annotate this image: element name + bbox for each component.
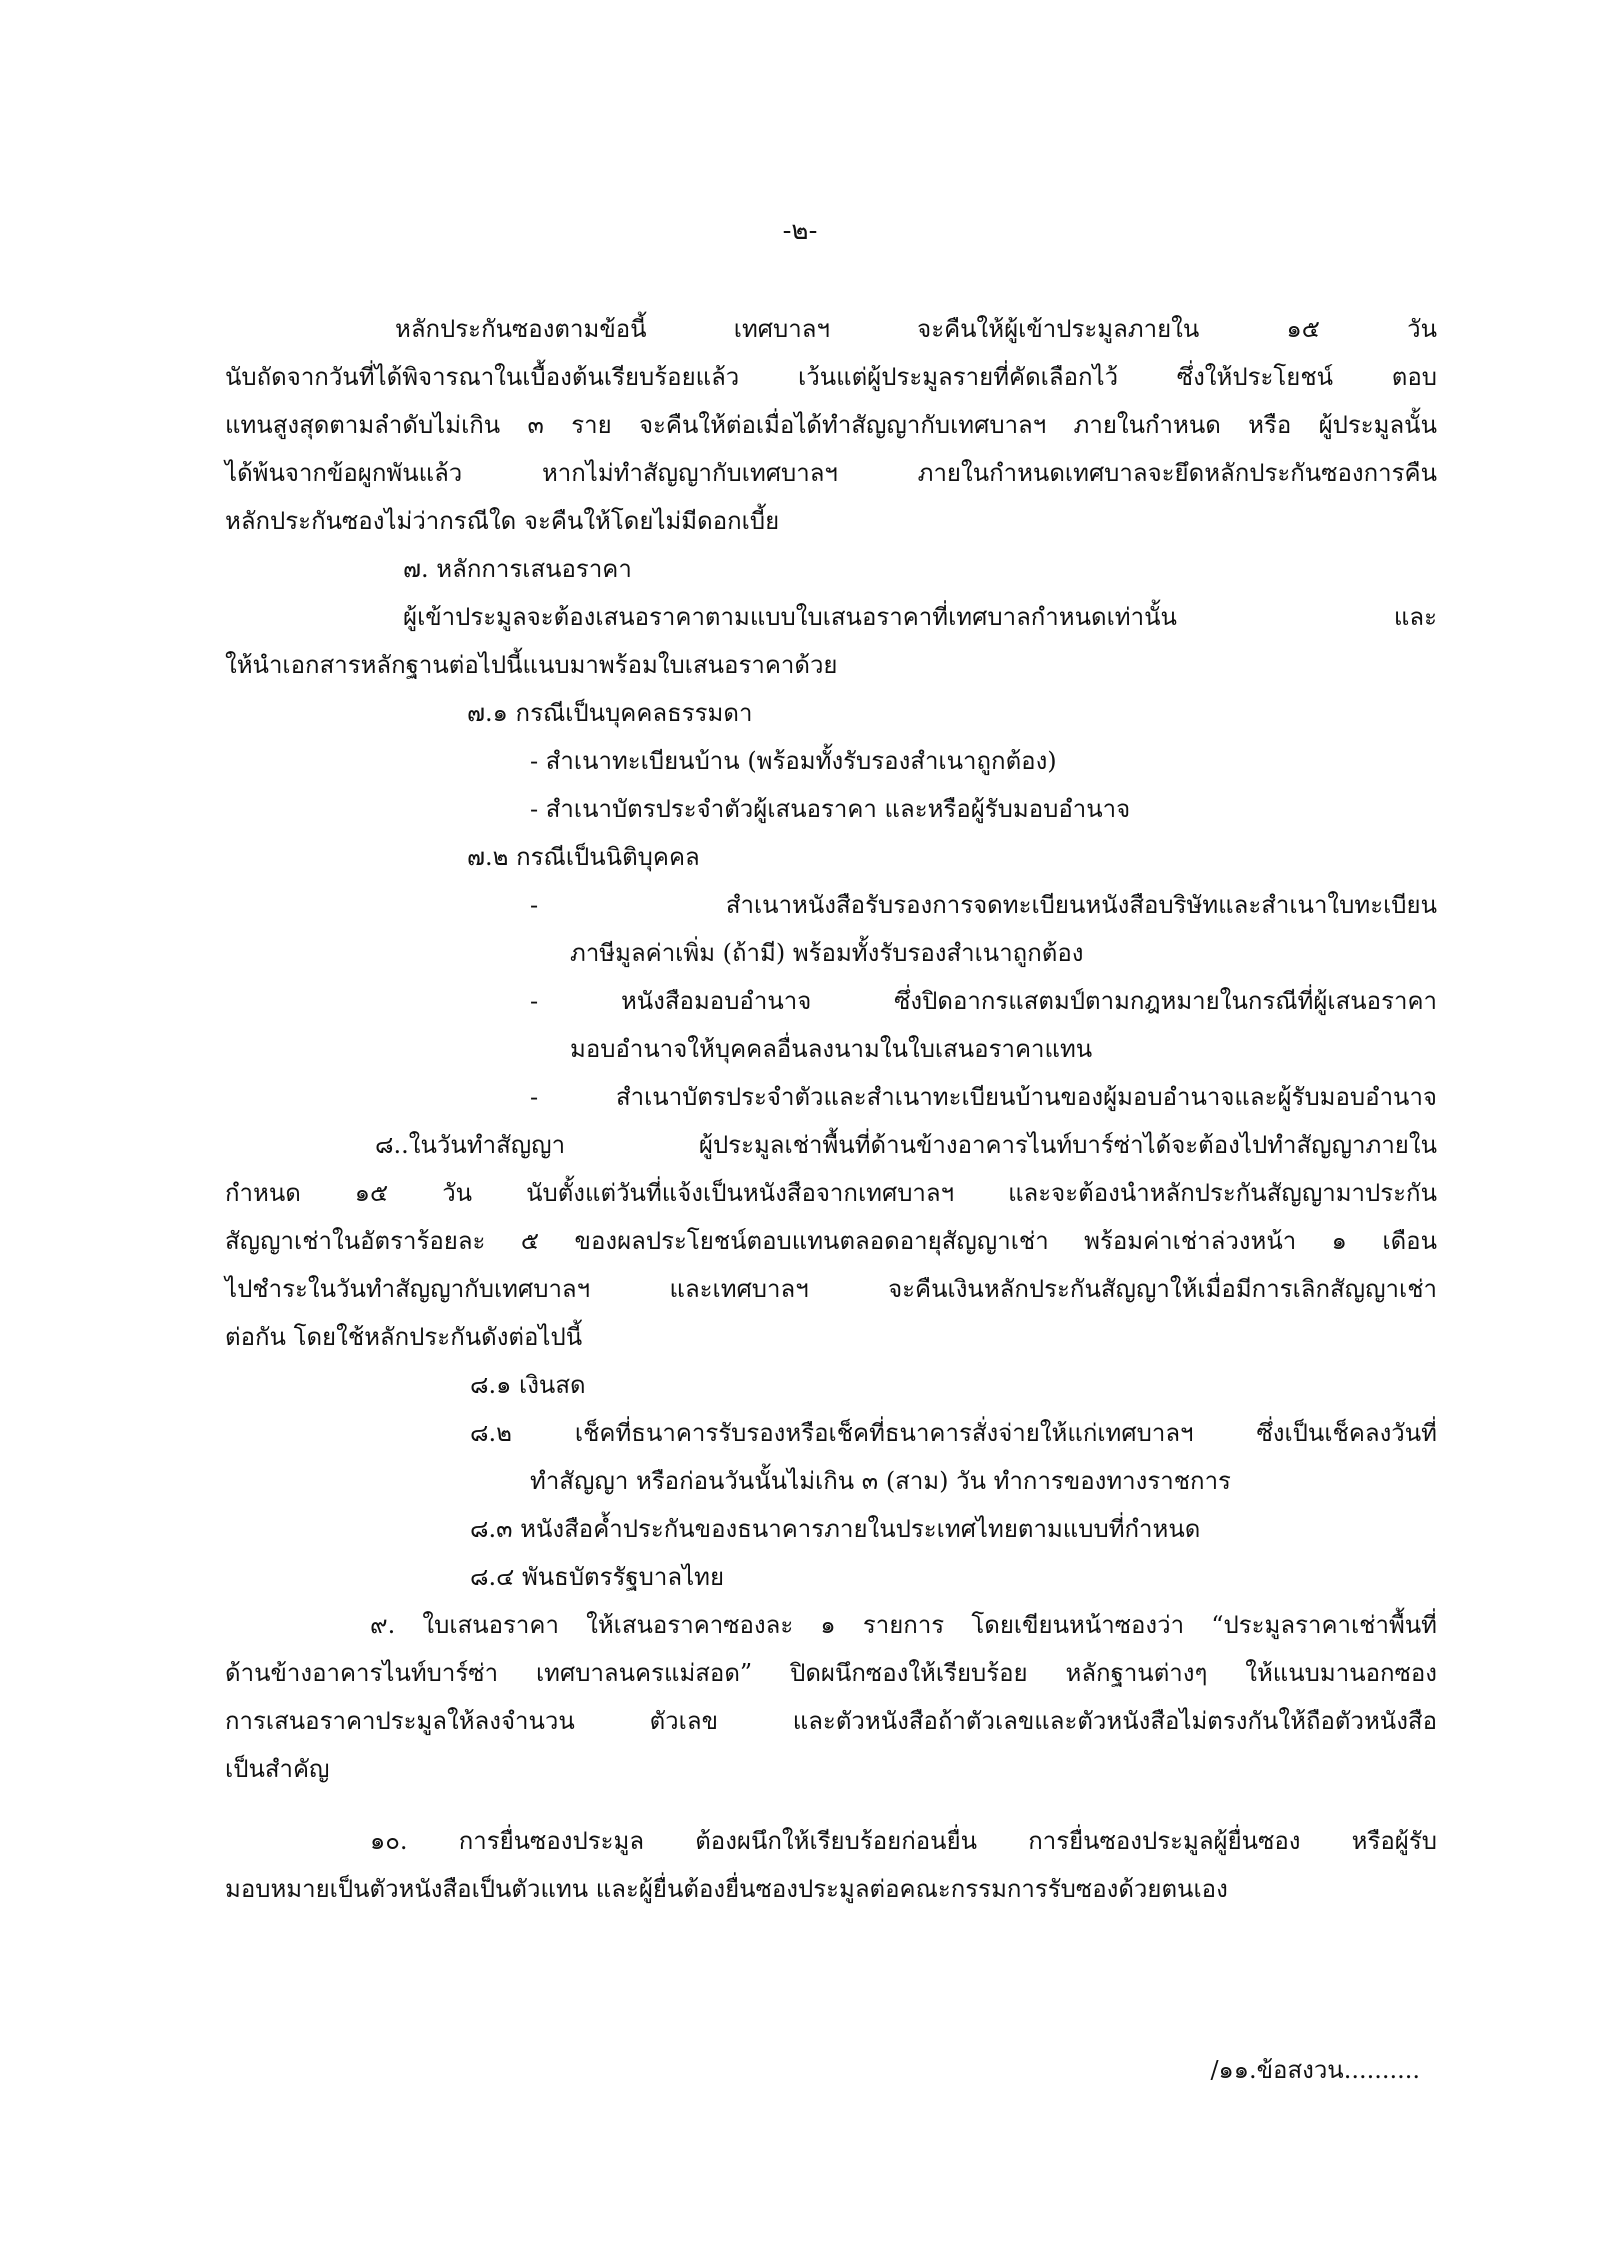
text-line: ภาษีมูลค่าเพิ่ม (ถ้ามี) พร้อมทั้งรับรองสำเนาถูกต้อง bbox=[570, 939, 1084, 967]
page-number: -๒- bbox=[782, 216, 818, 246]
document-body bbox=[225, 305, 1437, 1913]
text-line: ๘.๔ พันธบัตรรัฐบาลไทย bbox=[470, 1563, 725, 1591]
text-line: ๗. หลักการเสนอราคา bbox=[403, 555, 632, 583]
text-line: แทนสูงสุดตามลำดับไม่เกิน ๓ ราย จะคืนให้ต่อเมื่อได้ทำสัญญากับเทศบาลฯ ภายในกำหนด หรือ ผู้ประมูลนั้น bbox=[225, 411, 1437, 439]
text-line: ไปชำระในวันทำสัญญากับเทศบาลฯ และเทศบาลฯ จะคืนเงินหลักประกันสัญญาให้เมื่อมีการเลิกสัญญาเช่า bbox=[225, 1275, 1437, 1303]
text-line: - สำเนาบัตรประจำตัวและสำเนาทะเบียนบ้านของผู้มอบอำนาจและผู้รับมอบอำนาจ bbox=[530, 1083, 1437, 1111]
paragraph-gap bbox=[225, 1793, 1437, 1817]
text-line: ๙. ใบเสนอราคา ให้เสนอราคาซองละ ๑ รายการ โดยเขียนหน้าซองว่า “ประมูลราคาเช่าพื้นที่ bbox=[370, 1611, 1437, 1639]
text-line: นับถัดจากวันที่ได้พิจารณาในเบื้องต้นเรียบร้อยแล้ว เว้นแต่ผู้ประมูลรายที่คัดเลือกไว้ ซึ่งให้ประโยชน์ ตอบ bbox=[225, 363, 1437, 391]
text-line: ต่อกัน โดยใช้หลักประกันดังต่อไปนี้ bbox=[225, 1323, 583, 1351]
text-line: หลักประกันซองตามข้อนี้ เทศบาลฯ จะคืนให้ผู้เข้าประมูลภายใน ๑๕ วัน bbox=[395, 315, 1437, 343]
text-line: ด้านข้างอาคารไนท์บาร์ซ่า เทศบาลนครแม่สอด” ปิดผนึกซองให้เรียบร้อย หลักฐานต่างๆ ให้แนบมานอกซอง bbox=[225, 1659, 1437, 1687]
text-line: สัญญาเช่าในอัตราร้อยละ ๕ ของผลประโยชน์ตอบแทนตลอดอายุสัญญาเช่า พร้อมค่าเช่าล่วงหน้า ๑ เดือน bbox=[225, 1227, 1437, 1255]
text-line: ให้นำเอกสารหลักฐานต่อไปนี้แนบมาพร้อมใบเสนอราคาด้วย bbox=[225, 651, 838, 679]
text-line: เป็นสำคัญ bbox=[225, 1755, 330, 1783]
text-line: กำหนด ๑๕ วัน นับตั้งแต่วันที่แจ้งเป็นหนังสือจากเทศบาลฯ และจะต้องนำหลักประกันสัญญามาประกัน bbox=[225, 1179, 1437, 1207]
text-line: ๘..ในวันทำสัญญา ผู้ประมูลเช่าพื้นที่ด้านข้างอาคารไนท์บาร์ซ่าได้จะต้องไปทำสัญญาภายใน bbox=[375, 1131, 1437, 1159]
text-line: ๑๐. การยื่นซองประมูล ต้องผนึกให้เรียบร้อยก่อนยื่น การยื่นซองประมูลผู้ยื่นซอง หรือผู้รับ bbox=[370, 1827, 1437, 1855]
text-line: - สำเนาหนังสือรับรองการจดทะเบียนหนังสือบริษัทและสำเนาใบทะเบียน bbox=[530, 891, 1437, 919]
text-line: ๘.๑ เงินสด bbox=[470, 1371, 586, 1399]
text-line: - สำเนาบัตรประจำตัวผู้เสนอราคา และหรือผู้รับมอบอำนาจ bbox=[530, 795, 1131, 823]
text-line: ผู้เข้าประมูลจะต้องเสนอราคาตามแบบใบเสนอราคาที่เทศบาลกำหนดเท่านั้น และ bbox=[403, 603, 1437, 631]
text-line: ๗.๑ กรณีเป็นบุคคลธรรมดา bbox=[467, 699, 753, 727]
text-line: ๗.๒ กรณีเป็นนิติบุคคล bbox=[467, 843, 700, 871]
text-line: ๘.๒ เช็คที่ธนาคารรับรองหรือเช็คที่ธนาคารสั่งจ่ายให้แก่เทศบาลฯ ซึ่งเป็นเช็คลงวันที่ bbox=[470, 1419, 1437, 1447]
text-line: หลักประกันซองไม่ว่ากรณีใด จะคืนให้โดยไม่มีดอกเบี้ย bbox=[225, 507, 780, 535]
text-line: ทำสัญญา หรือก่อนวันนั้นไม่เกิน ๓ (สาม) วัน ทำการของทางราชการ bbox=[530, 1467, 1231, 1495]
text-line: - หนังสือมอบอำนาจ ซึ่งปิดอากรแสตมป์ตามกฎหมายในกรณีที่ผู้เสนอราคา bbox=[530, 987, 1437, 1015]
text-line: การเสนอราคาประมูลให้ลงจำนวน ตัวเลข และตัวหนังสือถ้าตัวเลขและตัวหนังสือไม่ตรงกันให้ถือตัวหนังสือ bbox=[225, 1707, 1437, 1735]
text-line: มอบหมายเป็นตัวหนังสือเป็นตัวแทน และผู้ยื่นต้องยื่นซองประมูลต่อคณะกรรมการรับซองด้วยตนเอง bbox=[225, 1875, 1228, 1903]
text-line: ๘.๓ หนังสือค้ำประกันของธนาคารภายในประเทศไทยตามแบบที่กำหนด bbox=[470, 1515, 1201, 1543]
text-line: ได้พ้นจากข้อผูกพันแล้ว หากไม่ทำสัญญากับเทศบาลฯ ภายในกำหนดเทศบาลจะยึดหลักประกันซองการคืน bbox=[225, 459, 1437, 487]
text-line: มอบอำนาจให้บุคคลอื่นลงนามในใบเสนอราคาแทน bbox=[570, 1035, 1093, 1063]
continuation-reference: /๑๑.ข้อสงวน.......... bbox=[1210, 2056, 1420, 2084]
text-line: - สำเนาทะเบียนบ้าน (พร้อมทั้งรับรองสำเนาถูกต้อง) bbox=[530, 747, 1057, 775]
